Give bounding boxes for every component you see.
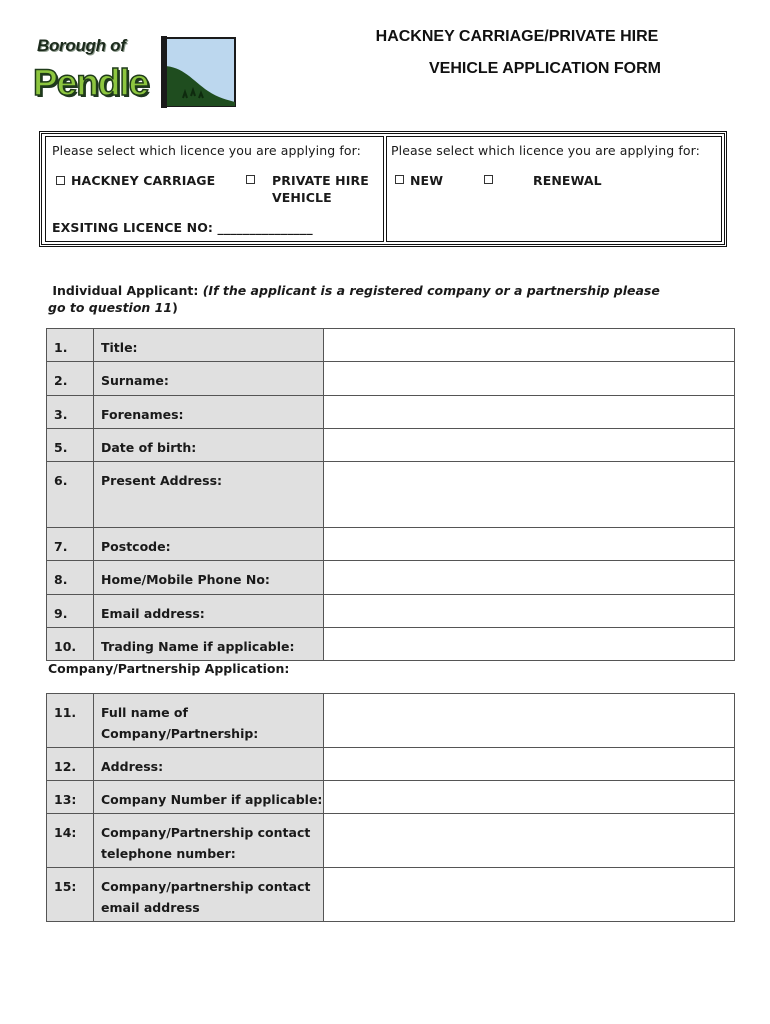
individual-applicant-intro xyxy=(48,282,668,316)
company-phone-question xyxy=(94,814,323,864)
date-of-birth-answer-field[interactable] xyxy=(324,429,735,462)
table-row xyxy=(47,561,735,595)
logo-text-borough: Borough of xyxy=(37,36,126,55)
table-row xyxy=(47,694,735,748)
row-number: 8. xyxy=(54,572,68,587)
company-email-answer-field[interactable] xyxy=(324,868,735,922)
form-title-line2: VEHICLE APPLICATION FORM xyxy=(429,60,661,77)
row-number: 9. xyxy=(54,606,68,621)
title-question: Title: xyxy=(101,340,138,355)
table-row xyxy=(47,781,735,814)
postcode-question: Postcode: xyxy=(101,539,171,554)
question-line1: Company/Partnership contact xyxy=(101,825,311,840)
table-row xyxy=(47,748,735,781)
form-title-line1: HACKNEY CARRIAGE/PRIVATE HIRE xyxy=(375,28,659,45)
logo-text-pendle: Pendle xyxy=(33,62,149,103)
renewal-checkbox[interactable] xyxy=(484,175,493,184)
row-number: 5. xyxy=(54,440,68,455)
row-number: 12. xyxy=(54,759,77,774)
present-address-answer-field[interactable] xyxy=(324,462,735,528)
row-number: 10. xyxy=(54,639,77,654)
email-question: Email address: xyxy=(101,606,205,621)
trading-name-question: Trading Name if applicable: xyxy=(101,639,295,654)
table-row xyxy=(47,329,735,362)
table-row xyxy=(47,396,735,429)
individual-applicant-note: (If the applicant is a registered company or a partnership please go to question 11 xyxy=(48,283,660,315)
company-address-answer-field[interactable] xyxy=(324,748,735,781)
licence-status-prompt: Please select which licence you are applying for: xyxy=(391,143,700,158)
surname-question: Surname: xyxy=(101,373,169,388)
new-checkbox[interactable] xyxy=(395,175,404,184)
company-number-question: Company Number if applicable: xyxy=(101,792,323,807)
date-of-birth-question: Date of birth: xyxy=(101,440,197,455)
table-row xyxy=(47,362,735,396)
table-row xyxy=(47,528,735,561)
company-address-question: Address: xyxy=(101,759,164,774)
private-hire-checkbox[interactable] xyxy=(246,175,255,184)
row-number: 15: xyxy=(54,879,77,894)
company-partnership-table xyxy=(46,693,735,922)
table-row xyxy=(47,814,735,868)
table-row xyxy=(47,628,735,661)
table-row xyxy=(47,462,735,528)
licence-type-panel xyxy=(45,136,384,242)
new-label: NEW xyxy=(410,173,444,188)
question-line2: telephone number: xyxy=(101,846,236,861)
row-number: 11. xyxy=(54,705,77,720)
title-answer-field[interactable] xyxy=(324,329,735,362)
surname-answer-field[interactable] xyxy=(324,362,735,396)
postcode-answer-field[interactable] xyxy=(324,528,735,561)
company-name-answer-field[interactable] xyxy=(324,694,735,748)
row-number: 13: xyxy=(54,792,77,807)
borough-of-pendle-logo xyxy=(33,36,238,108)
company-number-answer-field[interactable] xyxy=(324,781,735,814)
company-name-question xyxy=(94,694,323,744)
row-number: 1. xyxy=(54,340,68,355)
row-number: 2. xyxy=(54,373,68,388)
phone-answer-field[interactable] xyxy=(324,561,735,595)
private-hire-label-line1: PRIVATE HIRE xyxy=(272,173,369,188)
question-line1: Full name of xyxy=(101,705,188,720)
licence-type-prompt: Please select which licence you are applying for: xyxy=(52,143,361,158)
present-address-question: Present Address: xyxy=(101,473,223,488)
phone-question: Home/Mobile Phone No: xyxy=(101,572,270,587)
table-row xyxy=(47,429,735,462)
row-number: 7. xyxy=(54,539,68,554)
trading-name-answer-field[interactable] xyxy=(324,628,735,661)
existing-licence-number-field[interactable]: EXSITING LICENCE NO: _______________ xyxy=(52,220,313,235)
hackney-carriage-label: HACKNEY CARRIAGE xyxy=(71,173,216,188)
hackney-carriage-checkbox[interactable] xyxy=(56,176,65,185)
question-line1: Company/partnership contact xyxy=(101,879,311,894)
individual-applicant-note-close: ) xyxy=(172,300,178,315)
forenames-question: Forenames: xyxy=(101,407,184,422)
row-number: 3. xyxy=(54,407,68,422)
question-line2: Company/Partnership: xyxy=(101,726,259,741)
question-line2: email address xyxy=(101,900,200,915)
company-phone-answer-field[interactable] xyxy=(324,814,735,868)
individual-applicant-table xyxy=(46,328,735,661)
table-row xyxy=(47,595,735,628)
table-row xyxy=(47,868,735,922)
row-number: 6. xyxy=(54,473,68,488)
renewal-label: RENEWAL xyxy=(533,173,602,188)
company-partnership-heading: Company/Partnership Application: xyxy=(48,661,290,676)
row-number: 14: xyxy=(54,825,77,840)
licence-status-panel xyxy=(386,136,722,242)
email-answer-field[interactable] xyxy=(324,595,735,628)
private-hire-label-line2: VEHICLE xyxy=(272,190,332,205)
company-email-question xyxy=(94,868,323,918)
licence-selection-box xyxy=(39,131,727,247)
individual-applicant-label: Individual Applicant: xyxy=(52,283,203,298)
forenames-answer-field[interactable] xyxy=(324,396,735,429)
